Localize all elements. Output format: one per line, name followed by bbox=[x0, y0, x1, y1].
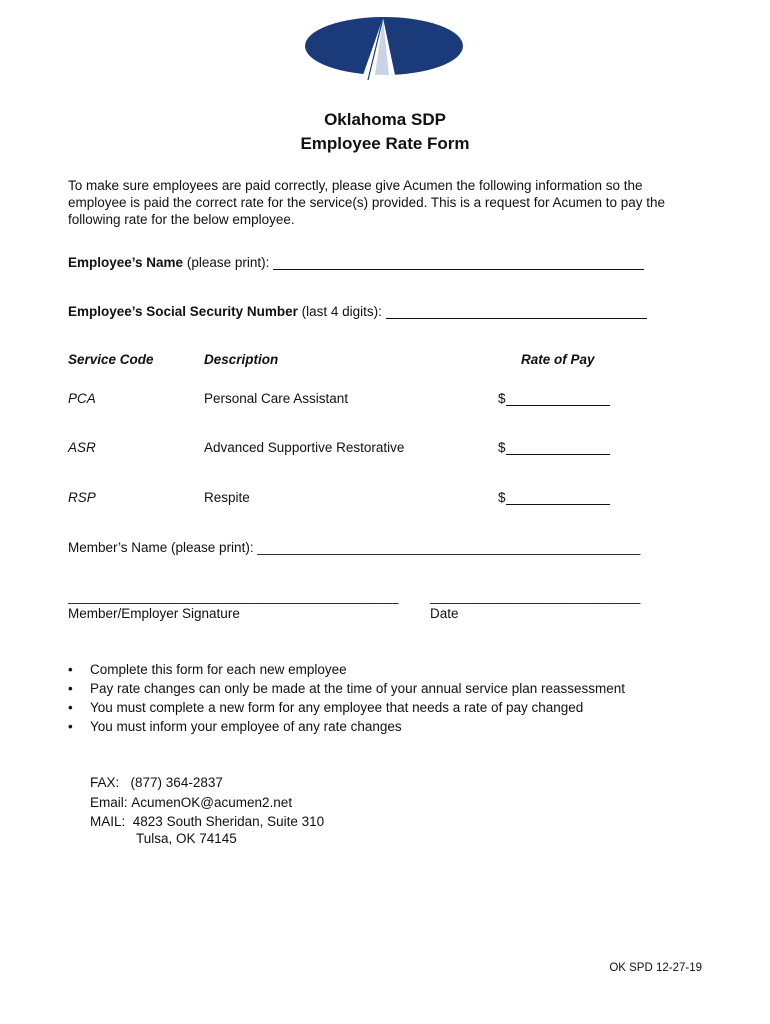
list-item: • Pay rate changes can only be made at the time of your annual service plan reassessment bbox=[68, 679, 625, 698]
mail-address-line1: 4823 South Sheridan, Suite 310 bbox=[132, 814, 325, 829]
row-pca-rate bbox=[498, 391, 610, 406]
email-label: Email: bbox=[90, 794, 128, 810]
form-title-line2: Employee Rate Form bbox=[300, 134, 470, 153]
email-value: AcumenOK@acumen2.net bbox=[131, 794, 293, 810]
row-rsp-rate bbox=[498, 490, 610, 505]
dollar-sign: $ bbox=[498, 490, 506, 505]
mail-label: MAIL: bbox=[90, 814, 126, 829]
row-rsp-code: RSP bbox=[68, 490, 96, 505]
email-row bbox=[90, 793, 324, 813]
date-line[interactable]: ____________________________ bbox=[430, 589, 641, 604]
employee-name-label: Employee’s Name bbox=[68, 255, 184, 270]
row-pca-description: Personal Care Assistant bbox=[204, 391, 349, 406]
list-item: • You must inform your employee of any rate changes bbox=[68, 717, 625, 736]
list-item: • You must complete a new form for any employee that needs a rate of pay changed bbox=[68, 698, 625, 717]
pca-rate-field[interactable] bbox=[506, 391, 610, 406]
acumen-logo bbox=[303, 14, 465, 82]
rsp-rate-field[interactable] bbox=[506, 490, 610, 505]
instructions-list bbox=[68, 660, 625, 736]
row-asr-rate bbox=[498, 440, 610, 455]
intro-paragraph: To make sure employees are paid correctly, please give Acumen the following information so the employee is paid the correct rate for the service(s) provided. This is a request for Acumen to pay the following rate for the below employee. bbox=[68, 178, 666, 227]
ssn-field[interactable] bbox=[386, 304, 647, 319]
form-title-line1: Oklahoma SDP bbox=[324, 110, 446, 129]
employee-name-row bbox=[68, 255, 644, 270]
employee-name-field[interactable] bbox=[273, 255, 644, 270]
signature-line[interactable]: ____________________________________________ bbox=[68, 589, 399, 604]
mail-address-line2: Tulsa, OK 74145 bbox=[136, 830, 237, 846]
header-service-code: Service Code bbox=[68, 352, 154, 367]
row-asr-description: Advanced Supportive Restorative bbox=[204, 440, 405, 455]
fax-row bbox=[90, 773, 324, 793]
list-item: • Complete this form for each new employee bbox=[68, 660, 625, 679]
ssn-label: Employee’s Social Security Number bbox=[68, 304, 298, 319]
row-asr-code: ASR bbox=[68, 440, 96, 455]
member-name-field[interactable]: Member’s Name (please print): ___________________________________________________ bbox=[68, 540, 641, 555]
date-label: Date bbox=[430, 606, 459, 621]
asr-rate-field[interactable] bbox=[506, 440, 610, 455]
ssn-row bbox=[68, 304, 647, 319]
ssn-hint: (last 4 digits): bbox=[301, 304, 382, 319]
fax-value: (877) 364-2837 bbox=[130, 775, 223, 790]
signature-label: Member/Employer Signature bbox=[68, 606, 240, 621]
form-version: OK SPD 12-27-19 bbox=[609, 962, 702, 974]
header-rate-of-pay: Rate of Pay bbox=[521, 352, 595, 367]
dollar-sign: $ bbox=[498, 391, 506, 406]
employee-name-hint: (please print): bbox=[186, 255, 270, 270]
row-rsp-description: Respite bbox=[204, 490, 250, 505]
row-pca-code: PCA bbox=[68, 391, 96, 406]
fax-label: FAX: bbox=[90, 775, 120, 790]
dollar-sign: $ bbox=[498, 440, 506, 455]
contact-block bbox=[90, 773, 324, 848]
header-description: Description bbox=[204, 352, 279, 367]
